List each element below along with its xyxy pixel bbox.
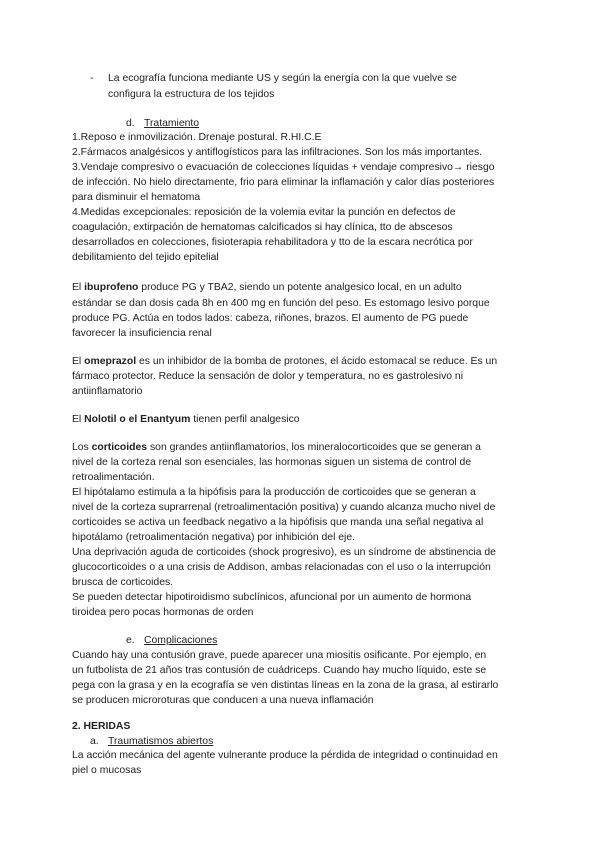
corticoides-line: glucocorticoides o a una crisis de Addison, ambas relacionadas con el uso o la interrupción xyxy=(72,562,491,573)
ibuprofeno-line: produce PG. Actúa en todos lados: cabeza, riñones, brazos. El aumento de PG puede xyxy=(72,313,469,324)
ibuprofeno-first-line: El ibuprofeno produce PG y TBA2, siendo un potente analgesico local, en un adulto xyxy=(72,282,462,293)
complicaciones-heading: Complicaciones xyxy=(144,635,218,646)
heridas-sub-heading: Traumatismos abiertos xyxy=(108,736,214,747)
corticoides-line: tiroidea pero pocas hormonas de orden xyxy=(72,607,254,618)
omeprazol-line: fármaco protector. Reduce la sensación de dolor y temperatura, no es gastrolesivo ni xyxy=(72,371,464,382)
corticoides-line: El hipótalamo estimula a la hipófisis para la producción de corticoides que se generan a xyxy=(72,487,476,498)
bullet-line: La ecografía funciona mediante US y según la energía con la que vuelve se xyxy=(108,73,457,84)
corticoides-line: nivel de la corteza renal son esenciales, las hormonas siguen un sistema de control de xyxy=(72,457,472,468)
corticoides-term: corticoides xyxy=(91,442,148,453)
omeprazol-term: omeprazol xyxy=(84,356,137,367)
tratamiento-line: 1.Reposo e inmovilización. Drenaje postural. R.HI.C.E xyxy=(72,132,322,143)
tratamiento-heading: Tratamiento xyxy=(144,118,200,129)
heridas-sub-marker: a. xyxy=(90,736,99,747)
bullet-marker: - xyxy=(90,73,94,84)
corticoides-line: hipotálamo (retroalimentación negativa) por inhibición del eje. xyxy=(72,532,356,543)
ibuprofeno-line: estándar se dan dosis cada 8h en 400 mg en función del peso. Es estomago lesivo porque xyxy=(72,298,490,309)
nolotil-line: El Nolotil o el Enantyum tienen perfil analgesico xyxy=(72,414,300,425)
ibuprofeno-line: favorecer la insuficiencia renal xyxy=(72,328,212,339)
tratamiento-line: de infección. No hielo directamente, frio para eliminar la inflamación y calor días posteriores xyxy=(72,177,495,188)
omeprazol-line: antiinflamatorio xyxy=(72,386,143,397)
corticoides-line: corticoides se activa un feedback negativo a la hipófisis que manda una señal negativa al xyxy=(72,517,484,528)
nolotil-term: Nolotil o el Enantyum xyxy=(84,414,191,425)
corticoides-line: Se pueden detectar hipotiroidismo subclínicos, afuncional por un aumento de hormona xyxy=(72,592,472,603)
tratamiento-line: coagulación, extirpación de hematomas calcificados si hay clínica, tto de abscesos xyxy=(72,222,453,233)
ibuprofeno-term: ibuprofeno xyxy=(84,282,139,293)
tratamiento-marker: d. xyxy=(126,118,135,129)
bullet-line: configura la estructura de los tejidos xyxy=(108,89,275,100)
tratamiento-line: para disminuir el hematoma xyxy=(72,192,201,203)
tratamiento-line: desarrollados en colecciones, fisioterapia rehabilitadora y tto de la escara necrótica por xyxy=(72,237,473,248)
tratamiento-line: debilitamiento del tejido epitelial xyxy=(72,252,219,263)
heridas-line: piel o mucosas xyxy=(72,765,142,776)
corticoides-line: retroalimentación. xyxy=(72,472,155,483)
corticoides-line: brusca de corticoides. xyxy=(72,577,174,588)
corticoides-line: Una deprivación aguda de corticoides (shock progresivo), es un síndrome de abstinencia de xyxy=(72,547,496,558)
tratamiento-line: 3.Vendaje compresivo o evacuación de colecciones líquidas + vendaje compresivo→ riesgo xyxy=(72,162,495,173)
tratamiento-line: 2.Fármacos analgésicos y antiflogísticos para las infiltraciones. Son los más importantes. xyxy=(72,147,483,158)
heridas-heading: 2. HERIDAS xyxy=(72,721,131,732)
complicaciones-line: se producen microroturas que conducen a una nueva inflamación xyxy=(72,695,374,706)
complicaciones-marker: e. xyxy=(126,635,135,646)
heridas-line: La acción mecánica del agente vulnerante produce la pérdida de integridad o continuidad en xyxy=(72,750,498,761)
complicaciones-line: un futbolista de 21 años tras contusión de cuádriceps. Cuando hay mucho líquido, este se xyxy=(72,665,487,676)
omeprazol-first-line: El omeprazol es un inhibidor de la bomba de protones, el ácido estomacal se reduce. Es un xyxy=(72,356,498,367)
corticoides-first-line: Los corticoides son grandes antiinflamatorios, los mineralocorticoides que se generan a xyxy=(72,442,481,453)
corticoides-line: nivel de la corteza suprarrenal (retroalimentación positiva) y cuando alcanza mucho nivel de xyxy=(72,502,496,513)
complicaciones-line: Cuando hay una contusión grave, puede aparecer una miositis osificante. Por ejemplo, en xyxy=(72,650,487,661)
tratamiento-line: 4.Medidas excepcionales: reposición de la volemia evitar la punción en defectos de xyxy=(72,207,456,218)
complicaciones-line: pega con la grasa y en la ecografía se ven distintas líneas en la zona de la grasa, al estirarlo xyxy=(72,680,499,691)
